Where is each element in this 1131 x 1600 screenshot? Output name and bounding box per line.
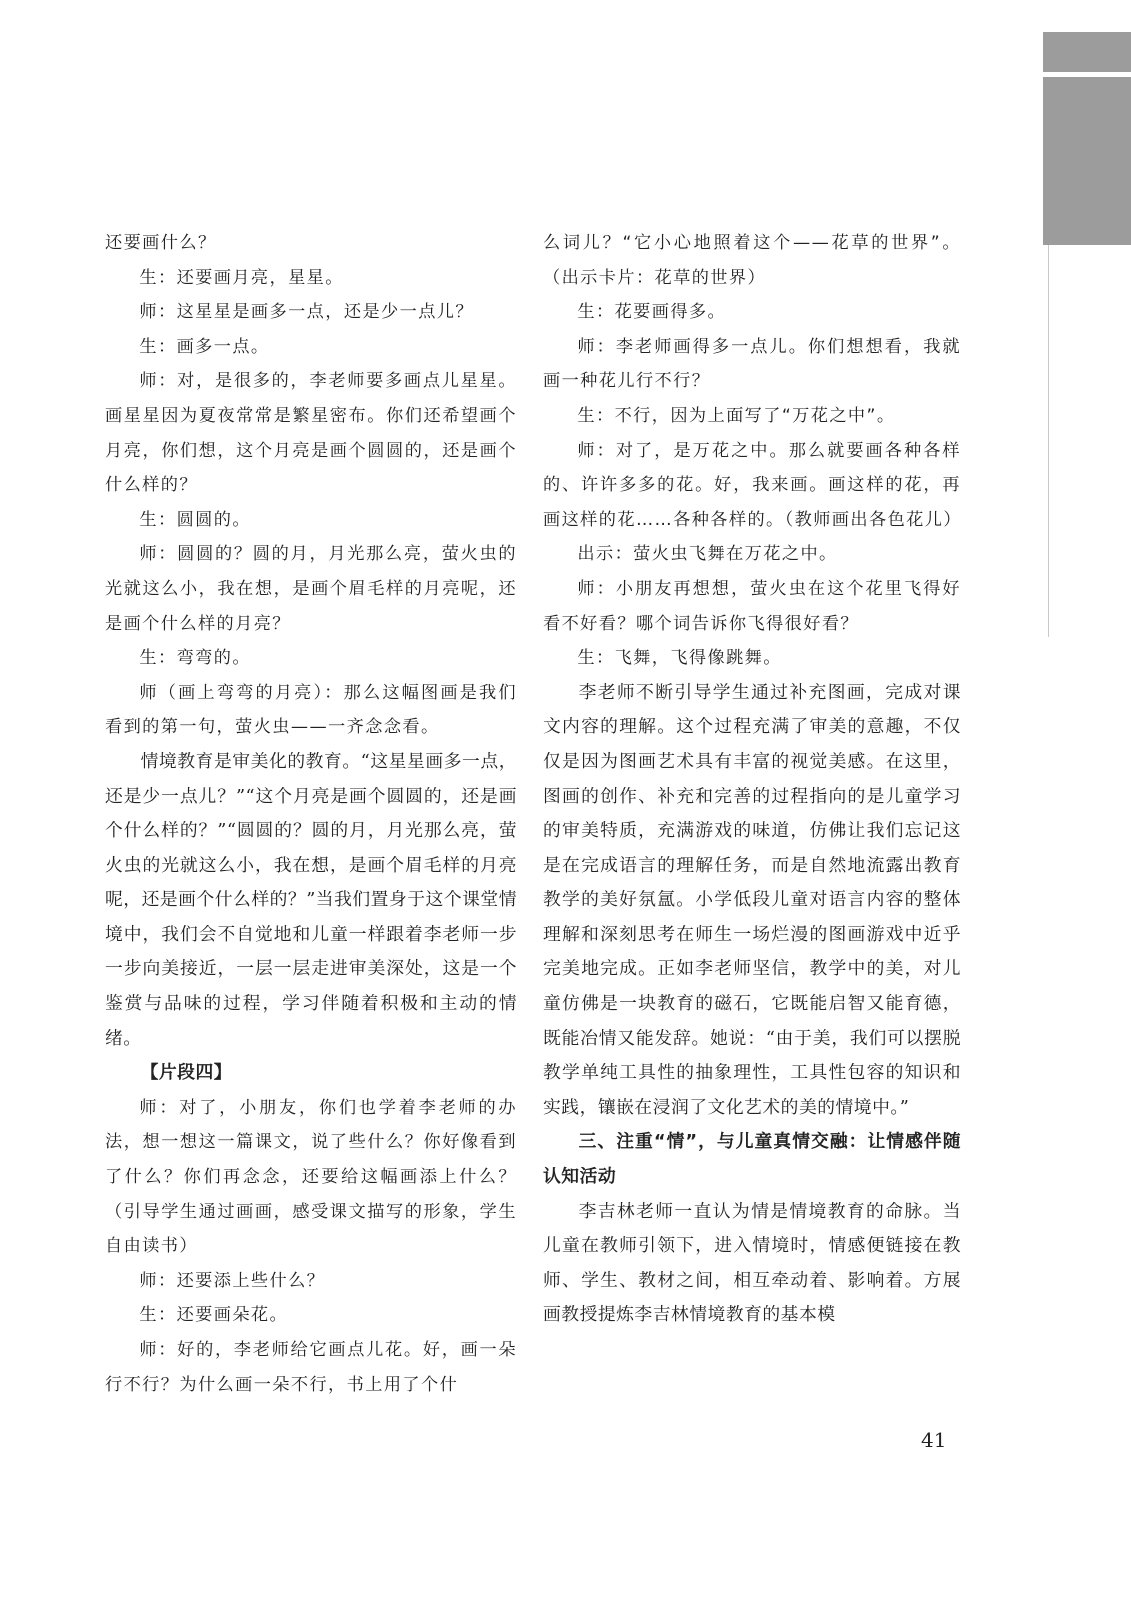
edge-rule-line [1048, 245, 1049, 637]
paragraph: 还要画什么？ [105, 233, 217, 253]
paragraph: 情境教育是审美化的教育。“这星星画多一点，还是少一点儿？”“这个月亮是画个圆圆的，还是画个什么样的？”“圆圆的？圆的月，月光那么亮，萤火虫的光就这么小，我在想，是画个眉毛样的月亮呢，还是画个什么样的？”当我们置身于这个课堂情境中，我们会不自觉地和儿童一样跟着李老师一步一步向美接近，一层一层走进审美深处，这是一个鉴赏与品味的过程，学习伴随着积极和主动的情绪。 [105, 750, 517, 1049]
paragraph: 师：还要添上些什么？ [139, 1270, 326, 1291]
paragraph: 师：这星星是画多一点，还是少一点儿？ [139, 302, 474, 323]
page-number: 41 [921, 1428, 947, 1452]
paragraph: 师（画上弯弯的月亮）：那么这幅图画是我们看到的第一句，萤火虫——一齐念念看。 [105, 682, 517, 738]
section-tab-marker [1043, 32, 1131, 72]
paragraph: 李老师不断引导学生通过补充图画，完成对课文内容的理解。这个过程充满了审美的意趣，不仅仅是因为图画艺术具有丰富的视觉美感。在这里，图画的创作、补充和完善的过程指向的是儿童学习的审美特质，充满游戏的味道，仿佛让我们忘记这是在完成语言的理解任务，而是自然地流露出教育教学的美好氛氲。小学低段儿童对语言内容的整体理解和深刻思考在师生一场烂漫的图画游戏中近乎完美地完成。正如李老师坚信，教学中的美，对儿童仿佛是一块教育的磁石，它既能启智又能育德，既能冶情又能发辞。她说：“由于美，我们可以摆脱教学单纯工具性的抽象理性，工具性包容的知识和实践，镶嵌在浸润了文化艺术的美的情境中。” [543, 681, 961, 1118]
paragraph: 师：圆圆的？圆的月，月光那么亮，萤火虫的光就这么小，我在想，是画个眉毛样的月亮呢，还是画个什么样的月亮？ [105, 544, 517, 634]
paragraph: 生：还要画月亮，星星。 [139, 267, 344, 288]
paragraph: 出示：萤火虫飞舞在万花之中。 [577, 544, 838, 565]
paragraph: 生：弯弯的。 [139, 648, 251, 669]
paragraph: 么词儿？“它小心地照着这个——花草的世界”。（出示卡片：花草的世界） [543, 233, 961, 288]
paragraph: 生：花要画得多。 [577, 302, 727, 323]
paragraph: 生：飞舞，飞得像跳舞。 [577, 648, 782, 669]
paragraph: 师：对，是很多的，李老师要多画点儿星星。画星星因为夏夜常常是繁星密布。你们还希望画个月亮，你们想，这个月亮是画个圆圆的，还是画个什么样的？ [105, 371, 517, 496]
section-heading: 【片段四】 [140, 1062, 233, 1084]
paragraph: 师：好的，李老师给它画点儿花。好，画一朵行不行？为什么画一朵不行，书上用了个什 [105, 1340, 517, 1395]
paragraph: 生：不行，因为上面写了“万花之中”。 [577, 405, 896, 426]
paragraph: 师：小朋友再想想，萤火虫在这个花里飞得好看不好看？哪个词告诉你飞得很好看？ [543, 578, 961, 634]
paragraph: 师：对了，小朋友，你们也学着李老师的办法，想一想这一篇课文，说了些什么？你好像看到了什么？你们再念念，还要给这幅画添上什么？（引导学生通过画画，感受课文描写的形象，学生自由读书） [105, 1097, 517, 1257]
chapter-tab-marker [1043, 77, 1131, 245]
paragraph: 李吉林老师一直认为情是情境教育的命脉。当儿童在教师引领下，进入情境时，情感便链接在教师、学生、教材之间，相互牵动着、影响着。方展画教授提炼李吉林情境教育的基本模 [543, 1200, 961, 1326]
paragraph: 师：李老师画得多一点儿。你们想想看，我就画一种花儿行不行？ [543, 336, 961, 392]
section-heading: 三、注重“情”，与儿童真情交融：让情感伴随认知活动 [543, 1131, 961, 1188]
paragraph: 师：对了，是万花之中。那么就要画各种各样的、许许多多的花。好，我来画。画这样的花，再画这样的花……各种各样的。（教师画出各色花儿） [543, 440, 962, 530]
left-text-column [105, 226, 517, 1402]
paragraph: 生：还要画朵花。 [139, 1305, 289, 1326]
paragraph: 生：圆圆的。 [139, 509, 251, 530]
paragraph: 生：画多一点。 [139, 336, 270, 357]
right-text-column [543, 226, 961, 1333]
